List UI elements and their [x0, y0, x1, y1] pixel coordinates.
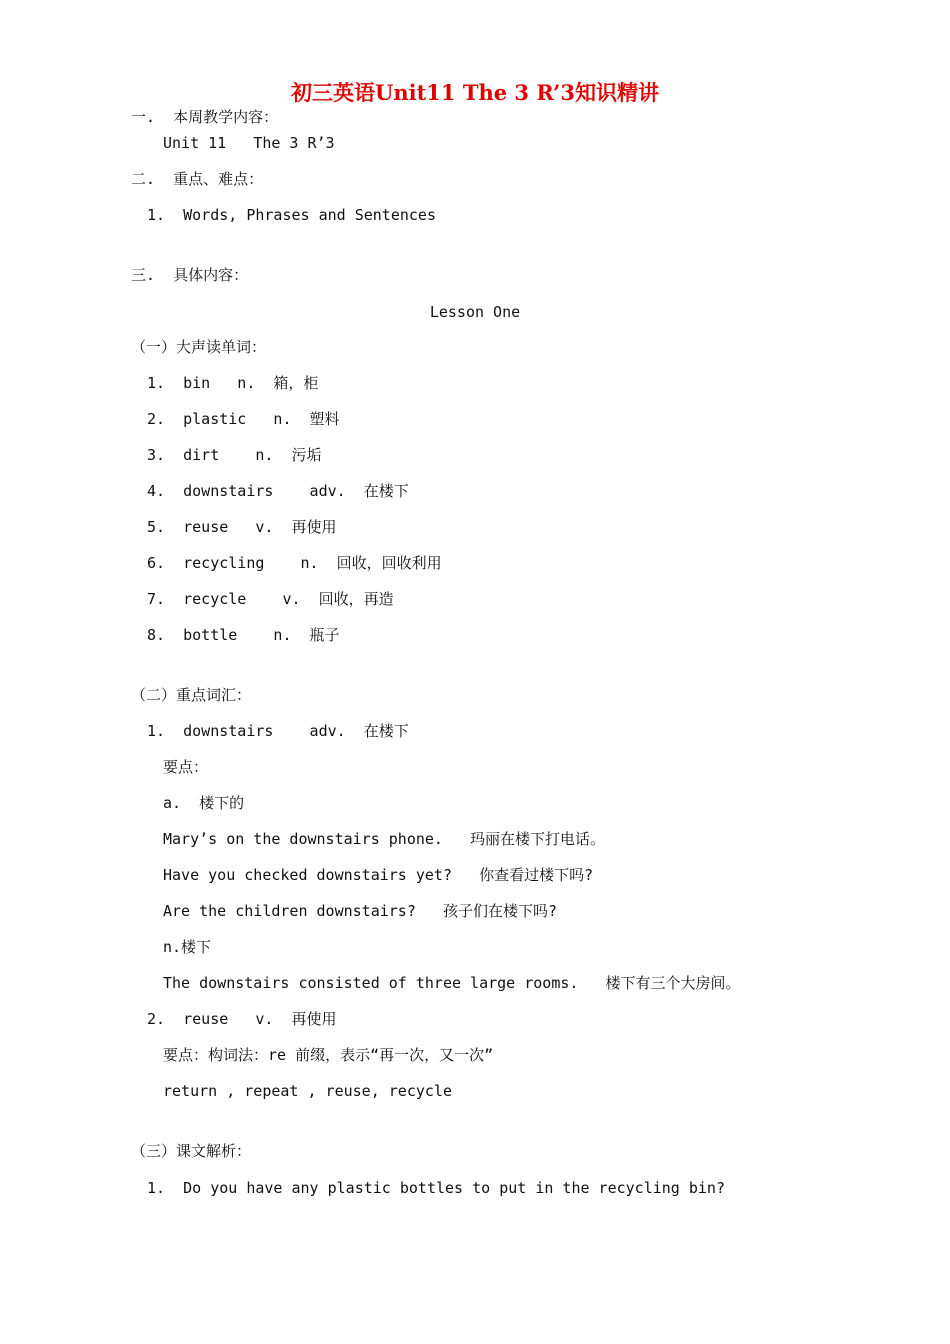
vocab-item: 8. bottle n. 瓶子: [147, 626, 340, 644]
section-heading-content: 一. 本周教学内容：: [131, 108, 279, 126]
usage-label: n.楼下: [163, 938, 212, 956]
vocab-item: 1. bin n. 箱，柜: [147, 374, 319, 392]
vocab-item: 3. dirt n. 污垢: [147, 446, 322, 464]
vocab-item: 2. plastic n. 塑料: [147, 410, 340, 428]
vocab-item: 7. recycle v. 回收，再造: [147, 590, 394, 608]
unit-name: Unit 11 The 3 R’3: [163, 134, 335, 152]
section-heading-keypoints: 二. 重点、难点：: [131, 170, 264, 188]
lesson-title: Lesson One: [429, 303, 521, 321]
example-sentence: The downstairs consisted of three large rooms. 楼下有三个大房间。: [163, 974, 741, 992]
part-heading-vocabulary: （一）大声读单词：: [131, 338, 267, 356]
example-sentence: Have you checked downstairs yet? 你查看过楼下吗?: [163, 866, 594, 884]
section-heading-details: 三. 具体内容：: [131, 266, 249, 284]
vocab-item: 5. reuse v. 再使用: [147, 518, 337, 536]
part-heading-key-words: （二）重点词汇：: [131, 686, 252, 704]
key-word-item: 1. downstairs adv. 在楼下: [147, 722, 409, 740]
example-sentence: Mary’s on the downstairs phone. 玛丽在楼下打电话。: [163, 830, 606, 848]
key-point-label: 要点：: [163, 758, 209, 776]
text-sentence-item: 1. Do you have any plastic bottles to put in the recycling bin?: [147, 1179, 725, 1197]
key-word-item: 2. reuse v. 再使用: [147, 1010, 337, 1028]
document-title: 初三英语Unit11 The 3 R’3知识精讲: [291, 80, 659, 105]
part-heading-text-analysis: （三）课文解析：: [131, 1142, 252, 1160]
vocab-item: 4. downstairs adv. 在楼下: [147, 482, 409, 500]
example-words: return , repeat , reuse, recycle: [163, 1082, 452, 1100]
usage-label: a. 楼下的: [163, 794, 245, 812]
vocab-item: 6. recycling n. 回收，回收利用: [147, 554, 442, 572]
key-point-label: 要点：构词法：re 前缀，表示“再一次，又一次”: [163, 1046, 494, 1064]
example-sentence: Are the children downstairs? 孩子们在楼下吗?: [163, 902, 557, 920]
keypoint-item: 1. Words, Phrases and Sentences: [147, 206, 436, 224]
